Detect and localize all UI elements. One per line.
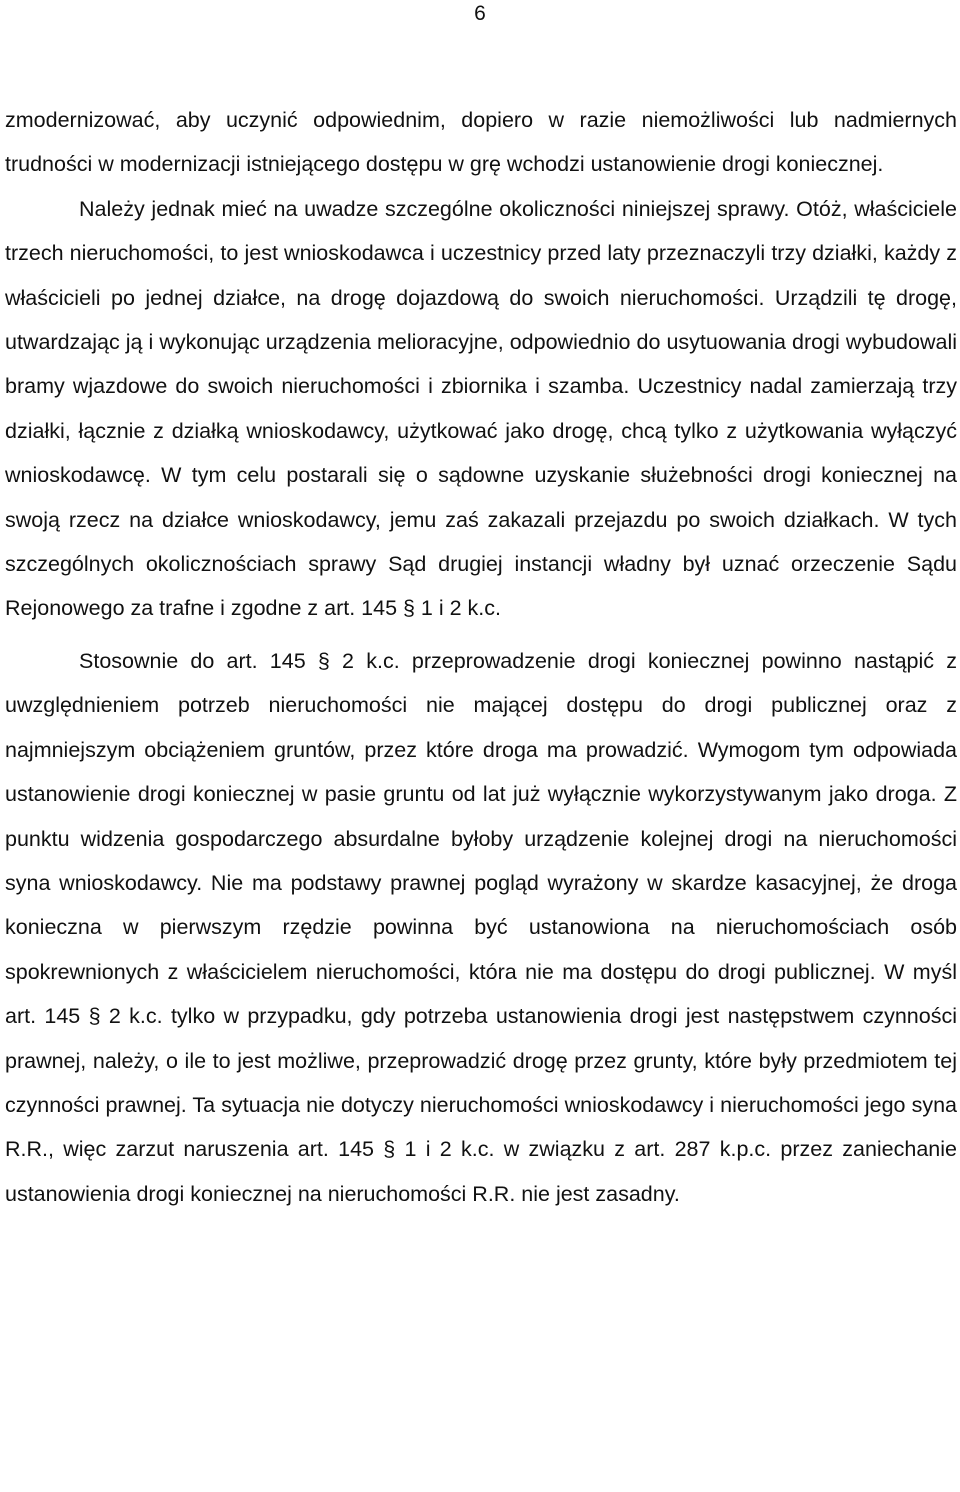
- document-body: [5, 98, 957, 1216]
- paragraph-circumstances: Należy jednak mieć na uwadze szczególne okoliczności niniejszej sprawy. Otóż, właściciele trzech nieruchomości, to jest wnioskodawca i uczestnicy przed laty przeznaczyli trzy działki, każdy z właścicieli po jednej działce, na drogę dojazdową do swoich nieruchomości. Urządzili tę drogę, utwardzając ją i wykonując urządzenia melioracyjne, odpowiednio do usytuowania drogi wybudowali bramy wjazdowe do swoich nieruchomości i zbiornika i szamba. Uczestnicy nadal zamierzają trzy działki, łącznie z działką wnioskodawcy, użytkować jako drogę, chcą tylko z użytkowania wyłączyć wnioskodawcę. W tym celu postarali się o sądowne uzyskanie służebności drogi koniecznej na swoją rzecz na działce wnioskodawcy, jemu zaś zakazali przejazdu po swoich działkach. W tych szczególnych okolicznościach sprawy Sąd drugiej instancji władny był uznać orzeczenie Sądu Rejonowego za trafne i zgodne z art. 145 § 1 i 2 k.c.: [5, 196, 957, 621]
- page-number: 6: [474, 2, 486, 25]
- paragraph-continuation: zmodernizować, aby uczynić odpowiednim, dopiero w razie niemożliwości lub nadmiernych trudności w modernizacji istniejącego dostępu w grę wchodzi ustanowienie drogi koniecznej.: [5, 108, 957, 177]
- paragraph-art-145: Stosownie do art. 145 § 2 k.c. przeprowadzenie drogi koniecznej powinno nastąpić z uwzględnieniem potrzeb nieruchomości nie mającej dostępu do drogi publicznej oraz z najmniejszym obciążeniem gruntów, przez które droga ma prowadzić. Wymogom tym odpowiada ustanowienie drogi koniecznej w pasie gruntu od lat już wyłącznie wykorzystywanym jako droga. Z punktu widzenia gospodarczego absurdalne byłoby urządzenie kolejnej drogi na nieruchomości syna wnioskodawcy. Nie ma podstawy prawnej pogląd wyrażony w skardze kasacyjnej, że droga konieczna w pierwszym rzędzie powinna być ustanowiona na nieruchomościach osób spokrewnionych z właścicielem nieruchomości, która nie ma dostępu do drogi publicznej. W myśl art. 145 § 2 k.c. tylko w przypadku, gdy potrzeba ustanowienia drogi jest następstwem czynności prawnej, należy, o ile to jest możliwe, przeprowadzić drogę przez grunty, które były przedmiotem tej czynności prawnej. Ta sytuacja nie dotyczy nieruchomości wnioskodawcy i nieruchomości jego syna R.R., więc zarzut naruszenia art. 145 § 1 i 2 k.c. w związku z art. 287 k.p.c. przez zaniechanie ustanowienia drogi koniecznej na nieruchomości R.R. nie jest zasadny.: [5, 648, 957, 1206]
